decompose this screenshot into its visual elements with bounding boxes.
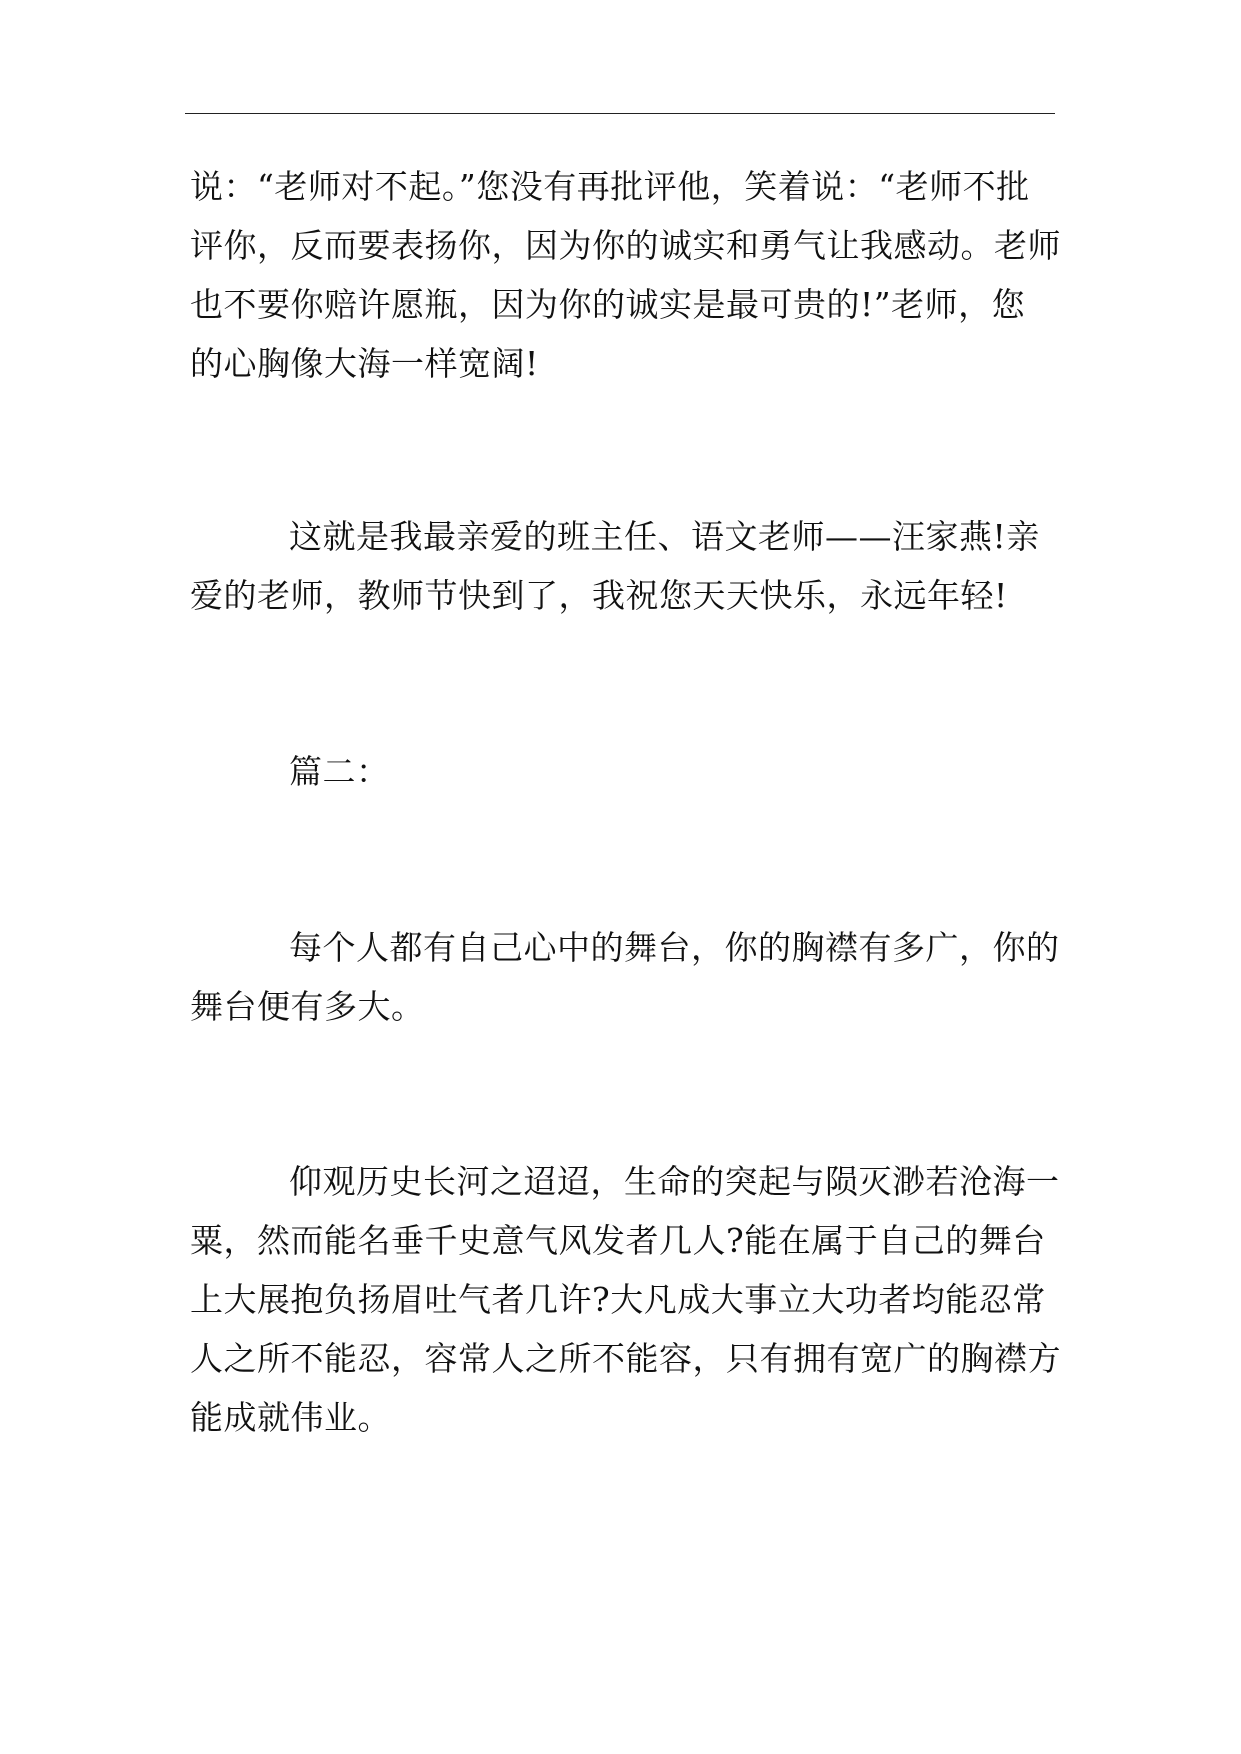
text-line: 这就是我最亲爱的班主任、语文老师——汪家燕!亲 — [289, 517, 1040, 556]
text-line: 也不要你赔许愿瓶，因为你的诚实是最可贵的!”老师，您 — [190, 285, 1026, 324]
text-line: 说：“老师对不起。”您没有再批评他，笑着说：“老师不批 — [190, 167, 1030, 206]
text-line: 仰观历史长河之迢迢，生命的突起与陨灭渺若沧海一 — [289, 1162, 1060, 1201]
text-line: 评你，反而要表扬你，因为你的诚实和勇气让我感动。老师 — [190, 226, 1061, 265]
text-line: 上大展抱负扬眉吐气者几许?大凡成大事立大功者均能忍常 — [190, 1280, 1046, 1319]
text-line: 篇二： — [289, 752, 390, 791]
text-line: 爱的老师，教师节快到了，我祝您天天快乐，永远年轻! — [190, 576, 1008, 615]
text-line: 每个人都有自己心中的舞台，你的胸襟有多广，你的 — [289, 928, 1060, 967]
text-line: 舞台便有多大。 — [190, 987, 425, 1026]
paragraph-1 — [190, 157, 1060, 393]
text-line: 的心胸像大海一样宽阔! — [190, 344, 539, 383]
text-line: 能成就伟业。 — [190, 1398, 391, 1437]
header-rule — [185, 113, 1055, 114]
text-line: 粟，然而能名垂千史意气风发者几人?能在属于自己的舞台 — [190, 1221, 1046, 1260]
text-line: 人之所不能忍，容常人之所不能容，只有拥有宽广的胸襟方 — [190, 1339, 1061, 1378]
paragraph-2 — [190, 507, 1060, 625]
paragraph-3 — [190, 918, 1060, 1036]
paragraph-4 — [190, 1152, 1060, 1447]
section-heading — [190, 742, 1060, 801]
